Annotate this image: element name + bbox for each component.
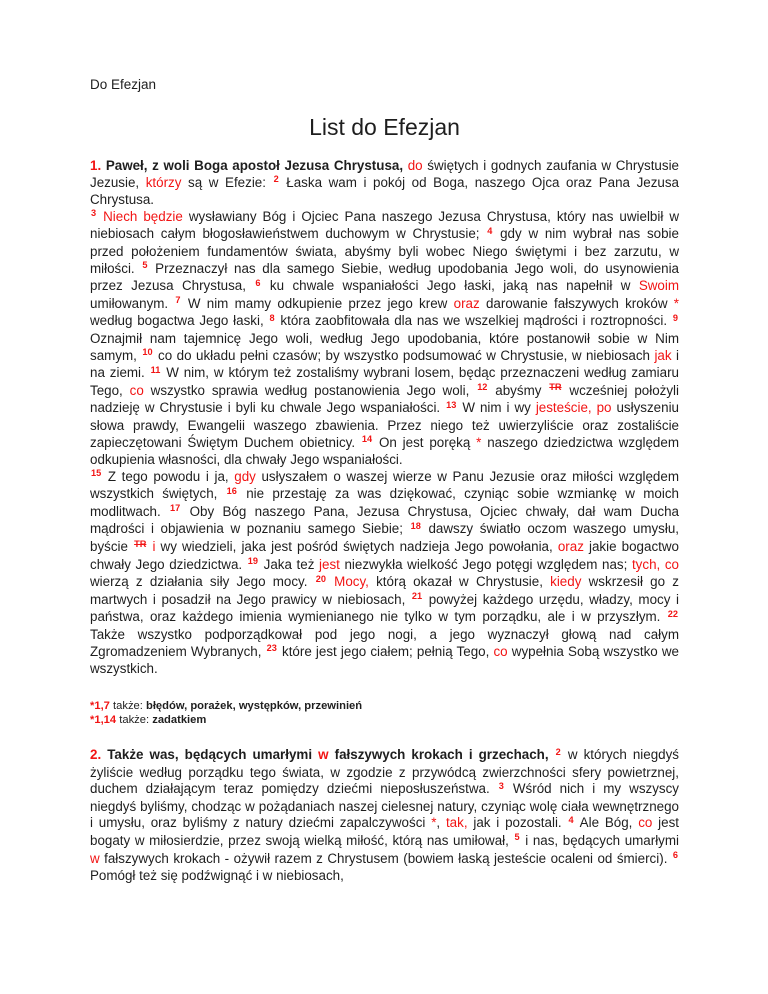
text-run: Jaka też	[259, 556, 320, 572]
text-run: jak	[654, 347, 672, 363]
text-run: jak i pozostali.	[467, 815, 568, 831]
verse-number: 7	[175, 295, 181, 306]
text-run: oraz	[557, 539, 584, 555]
text-run: gdy w nim wybrał nas sobie przed położeniem fundamentów świata, abyśmy byli wobec Niego świętymi i bez zarzutu, w miłości.	[90, 226, 679, 276]
tr-variant-marker: TR	[134, 538, 147, 549]
text-run: Łaska wam i pokój od Boga, naszego Ojca oraz Pana Jezusa Chrystusa.	[90, 174, 679, 208]
tr-variant-marker: TR	[549, 382, 562, 393]
text-run: 1.	[90, 158, 102, 173]
text-run: także:	[109, 699, 146, 712]
text-run: Ale Bóg,	[574, 815, 639, 831]
text-run: ,	[436, 815, 446, 831]
text-run: Swoim	[638, 278, 679, 294]
verse-number: 4	[568, 814, 574, 825]
verse-number: 15	[91, 468, 102, 479]
text-run: są w Efezie:	[181, 174, 273, 190]
footnote-marker: *1,14	[90, 714, 117, 727]
verse-number: 14	[361, 434, 373, 444]
verse-number: 19	[247, 556, 258, 567]
text-run: które jest jego ciałem; pełnią Tego,	[277, 643, 494, 659]
text-run: fałszywych krokach i grzechach,	[328, 747, 555, 762]
text-run: w	[90, 850, 100, 866]
text-run: wysławiany Bóg i Ojciec Pana naszego Jezusa Chrystusa, który nas uwielbił w niebiosach całym błogosławieństwem duchowym w Chrystusie;	[90, 208, 679, 242]
text-run: która zaobfitowała dla nas we wszelkiej mądrości i roztropności.	[275, 313, 672, 329]
verse-number: 23	[266, 643, 277, 654]
text-run: co	[493, 643, 508, 659]
text-run: Także was, będących umarłymi	[101, 747, 319, 762]
footnote-marker: *1,7	[90, 699, 110, 712]
verse-number: 3	[498, 780, 504, 791]
text-run: jest	[319, 556, 340, 572]
text-run: także:	[116, 714, 153, 727]
verse-number: 12	[477, 382, 488, 393]
verse-number: 16	[226, 485, 237, 496]
text-run: usłyszałem o waszej wierze w Panu Jezusie oraz miłości względem wszystkich świętych,	[90, 468, 679, 502]
chapter-1-paragraph	[90, 158, 679, 678]
text-run: umiłowanym.	[90, 295, 175, 311]
text-run: 2.	[90, 747, 102, 762]
text-run: co	[129, 382, 144, 398]
verse-number: 13	[446, 399, 457, 410]
text-run: abyśmy	[488, 382, 549, 398]
text-run: dawszy światło oczom waszego umysłu, byście	[90, 521, 680, 555]
text-run: i na ziemi.	[90, 347, 679, 381]
text-run: wierzą z działania siły Jego mocy.	[90, 574, 315, 590]
verse-number: 20	[315, 573, 326, 584]
text-run: Oby Bóg naszego Pana, Jezusa Chrystusa, Ojciec chwały, dał wam Ducha mądrości i objawienia w poznaniu samego Siebie;	[90, 503, 680, 537]
text-run: W nim, w którym też zostaliśmy wybrani losem, będąc przeznaczeni według zamiaru Tego,	[90, 365, 680, 398]
chapter-2-paragraph	[90, 747, 679, 885]
text-run: w których niegdyś żyliście według porządku tego świata, w zgodzie z przywódcą zwierzchności sfery powietrznej, duchem działającym teraz pomiędzy dziećmi nieposłuszeństwa.	[90, 747, 680, 797]
text-run: darowanie fałszywych kroków	[479, 295, 674, 311]
text-run: i	[152, 539, 156, 555]
text-run: w	[318, 747, 329, 762]
text-run: jakie bogactwo chwały Jego dziedzictwa.	[90, 539, 679, 572]
text-run: Pomógł też się podźwignąć i w niebiosach,	[90, 868, 344, 884]
verse-number: 3	[91, 208, 97, 219]
document-body	[90, 158, 679, 885]
verse-number: 11	[150, 364, 161, 375]
verse-number: 17	[170, 503, 181, 514]
text-run: zadatkiem	[152, 714, 207, 727]
text-run: Oznajmił nam tajemnicę Jego woli, według Jego upodobania, które postanowił sobie w Nim samym,	[90, 330, 679, 363]
footnote-1-14	[90, 713, 679, 728]
text-run: wskrzesił go z martwych i posadził na Jego prawicy w niebiosach,	[90, 574, 679, 607]
text-run: W nim i wy	[457, 400, 536, 416]
verse-number: 9	[672, 312, 678, 323]
text-run: którą okazał w Chrystusie,	[368, 574, 551, 590]
verse-number: 5	[514, 832, 520, 843]
verse-number: 2	[273, 174, 279, 185]
text-run: którzy	[145, 174, 182, 190]
text-run: oraz	[453, 295, 480, 311]
text-run: nie przestaję za was dziękować, czyniąc sobie wzmiankę w moich modlitwach.	[90, 486, 679, 519]
verse-number: 6	[255, 277, 261, 288]
text-run: jesteście, po	[535, 400, 612, 416]
text-run: Także wszystko podporządkował pod jego nogi, a jego wyznaczył głową nad całym Zgromadzeniem Wybranych,	[90, 627, 679, 659]
text-run: Niech będzie	[103, 208, 183, 224]
text-run: On jest poręką	[373, 434, 477, 450]
verse-number: 5	[142, 260, 148, 271]
text-run: niezwykła wielkość Jego potęgi względem nas;	[339, 556, 632, 572]
text-run: naszego dziedzictwa względem odkupienia własności, dla chwały Jego wspaniałości.	[90, 434, 679, 468]
text-run: wypełnia Sobą wszystko we wszystkich.	[90, 643, 680, 677]
text-run: Wśród nich i my wszyscy niegdyś byliśmy, chodząc w pożądaniach naszej cielesnej natury, czyniąc wolę ciała wewnętrznego i umysłu, oraz byliśmy z natury dziećmi zapalczywości	[90, 781, 679, 831]
text-run: świętych i godnych zaufania w Chrystusie Jezusie,	[90, 158, 679, 190]
text-run: wy wiedzieli, jaka jest pośród świętych nadzieja Jego powołania,	[155, 539, 558, 555]
text-run: co do układu pełni czasów; by wszystko podsumować w Chrystusie, w niebiosach	[153, 347, 655, 363]
text-run: Przeznaczył nas dla samego Siebie, według upodobania Jego woli, do usynowienia przez Jezusa Chrystusa,	[90, 260, 680, 294]
footnote-1-7	[90, 699, 679, 714]
verse-number: 4	[487, 225, 493, 236]
text-run: błędów, porażek, występków, przewinień	[145, 699, 363, 712]
text-run: jest bogaty w miłosierdzie, przez swoją wielką miłość, którą nas umiłował,	[90, 815, 680, 848]
verse-number: 10	[142, 347, 153, 358]
text-run: wcześniej położyli nadzieję w Chrystusie i byli ku chwale Jego wspaniałości.	[90, 382, 679, 416]
text-run: gdy	[234, 468, 256, 484]
text-run: kiedy	[550, 574, 582, 590]
text-run: co	[638, 815, 653, 831]
text-run: Mocy,	[334, 574, 369, 590]
text-run: W nim mamy odkupienie przez jego krew	[181, 295, 454, 311]
footnotes-block	[90, 699, 679, 728]
text-run: fałszywych krokach - ożywił razem z Chrystusem (bowiem łaską jesteście ocaleni od śmierci).	[99, 850, 672, 866]
verse-number: 18	[410, 520, 421, 531]
text-run: do	[407, 158, 423, 173]
verse-number: 2	[555, 746, 561, 757]
text-run: tych, co	[631, 556, 679, 572]
verse-number: 22	[667, 608, 678, 619]
text-run: Z tego powodu i ja,	[102, 468, 235, 484]
text-run: *	[673, 295, 679, 311]
text-run: powyżej każdego urzędu, władzy, mocy i państwa, oraz każdego imienia wymienianego nie tylko w tym porządku, ale i w przyszłym.	[90, 591, 679, 625]
text-run: i nas, będących umarłymi	[520, 832, 680, 848]
text-run: tak,	[445, 815, 468, 831]
verse-number: 6	[672, 850, 678, 861]
page-title: List do Efezjan	[309, 114, 460, 140]
text-run: *	[431, 815, 437, 831]
text-run: usłyszeniu słowa prawdy, Ewangelii waszego zbawienia. Przez niego też uwierzyliście oraz zostaliście zapieczętowani Świętym Duchem obietnicy.	[90, 400, 679, 450]
document-header-label: Do Efezjan	[90, 77, 157, 92]
text-run: wszystko sprawia według postanowienia Jego woli,	[143, 382, 477, 398]
text-run: *	[476, 434, 482, 450]
text-run: ku chwale wspaniałości Jego łaski, jaką nas napełnił w	[261, 278, 639, 294]
verse-number: 21	[411, 591, 423, 602]
verse-number: 8	[269, 312, 275, 323]
text-run: według bogactwa Jego łaski,	[90, 313, 269, 329]
text-run: Paweł, z woli Boga apostoł Jezusa Chrystusa,	[101, 158, 404, 173]
